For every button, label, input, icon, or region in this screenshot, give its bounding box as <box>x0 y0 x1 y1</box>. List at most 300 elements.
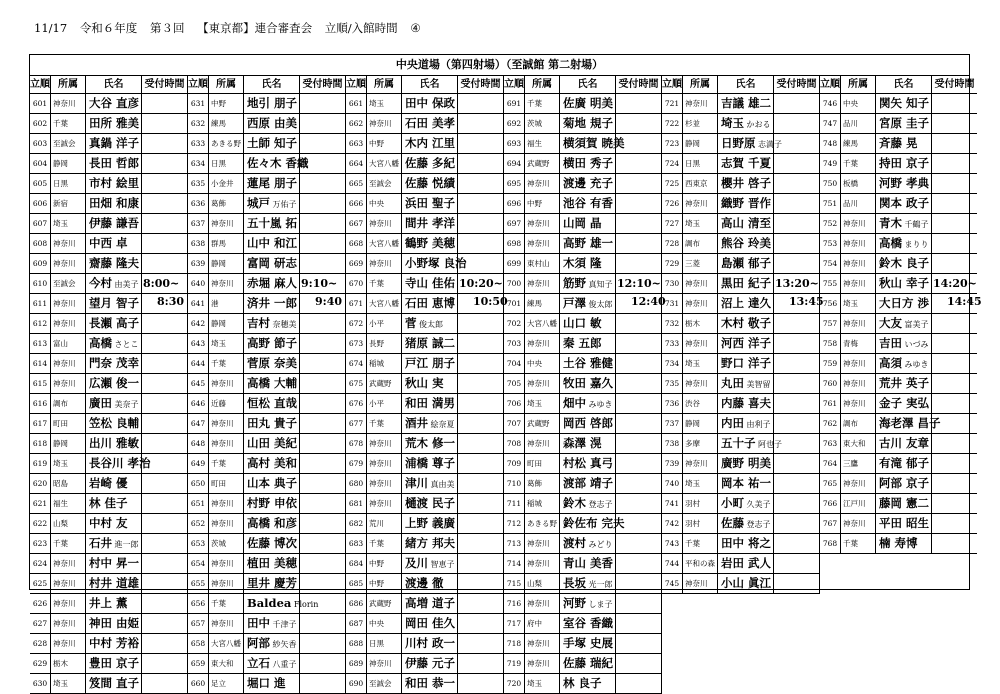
entry-number: 738 <box>662 434 683 453</box>
table-row <box>820 454 977 474</box>
entry-affiliation: 山梨 <box>51 514 86 533</box>
entry-affiliation: 神奈川 <box>51 234 86 253</box>
entry-time <box>932 434 977 453</box>
entry-affiliation: 西東京 <box>683 174 718 193</box>
entry-number: 741 <box>662 494 683 513</box>
table-row <box>504 474 661 494</box>
entry-name: 河野 しま子 <box>560 594 616 613</box>
entry-affiliation: 神奈川 <box>51 314 86 333</box>
table-row <box>662 494 819 514</box>
entry-name: 渡部 靖子 <box>560 474 616 493</box>
entry-affiliation: 埼玉 <box>51 454 86 473</box>
entry-time <box>458 654 503 673</box>
entry-affiliation: 神奈川 <box>525 594 560 613</box>
entry-affiliation: 神奈川 <box>367 214 402 233</box>
entry-number: 666 <box>346 194 367 213</box>
table-row <box>188 594 345 614</box>
entry-time <box>458 254 503 273</box>
entry-name: 横須賀 暁美 <box>560 134 616 153</box>
entry-name: 高橋 大輔 <box>244 374 300 393</box>
table-row <box>346 154 503 174</box>
table-row <box>30 214 187 234</box>
entry-time <box>616 234 661 253</box>
entry-affiliation: 中央 <box>367 614 402 633</box>
table-row <box>662 374 819 394</box>
entry-time <box>300 134 345 153</box>
entry-number: 682 <box>346 514 367 533</box>
entry-name: 樋渡 民子 <box>402 494 458 513</box>
entry-number: 668 <box>346 234 367 253</box>
entry-affiliation: 中央 <box>841 94 876 113</box>
entry-number: 625 <box>30 574 51 593</box>
entry-affiliation: 静岡 <box>51 434 86 453</box>
entry-affiliation: 神奈川 <box>51 294 86 313</box>
table-row <box>30 494 187 514</box>
entry-time <box>300 414 345 433</box>
entry-number: 761 <box>820 394 841 413</box>
entry-affiliation: 神奈川 <box>525 554 560 573</box>
entry-number: 626 <box>30 594 51 613</box>
reception-start-time: 14:20~ <box>933 277 977 290</box>
table-row <box>188 194 345 214</box>
entry-affiliation: 神奈川 <box>841 514 876 533</box>
entry-affiliation: 神奈川 <box>841 234 876 253</box>
table-row <box>30 374 187 394</box>
entry-name: 大谷 直彦 <box>86 94 142 113</box>
table-row <box>188 314 345 334</box>
entry-number: 628 <box>30 634 51 653</box>
entry-time <box>142 474 187 493</box>
entry-affiliation: 至誠会 <box>367 174 402 193</box>
entry-time <box>300 594 345 613</box>
entry-number: 659 <box>188 654 209 673</box>
entry-affiliation: 調布 <box>683 234 718 253</box>
entry-time <box>932 514 977 533</box>
entry-name: 今村 由美子 <box>86 274 142 293</box>
table-row <box>820 494 977 514</box>
entry-time <box>142 174 187 193</box>
entry-time <box>932 474 977 493</box>
table-row <box>504 134 661 154</box>
entry-affiliation: 中央 <box>367 194 402 213</box>
entry-affiliation: 埼玉 <box>683 354 718 373</box>
column-header-time: 受付時間 <box>776 79 817 90</box>
schedule-block <box>188 76 346 694</box>
entry-time <box>142 514 187 533</box>
entry-time <box>616 654 661 673</box>
entry-affiliation: 千葉 <box>841 534 876 553</box>
entry-number: 681 <box>346 494 367 513</box>
entry-name: 佐藤 博次 <box>244 534 300 553</box>
entry-affiliation: 葛飾 <box>525 474 560 493</box>
entry-number: 603 <box>30 134 51 153</box>
table-row <box>820 434 977 454</box>
entry-name: 畑中 みゆき <box>560 394 616 413</box>
entry-time <box>774 534 819 553</box>
entry-name: 高橋 さとこ <box>86 334 142 353</box>
table-row <box>346 174 503 194</box>
table-row <box>820 534 977 554</box>
header-mark: ④ <box>410 21 421 35</box>
table-row <box>188 634 345 654</box>
table-row <box>30 194 187 214</box>
entry-affiliation: 神奈川 <box>51 594 86 613</box>
entry-time <box>616 174 661 193</box>
table-row <box>662 394 819 414</box>
entry-number: 683 <box>346 534 367 553</box>
entry-time <box>458 554 503 573</box>
entry-affiliation: 練馬 <box>525 294 560 313</box>
table-row <box>346 594 503 614</box>
table-row <box>188 94 345 114</box>
entry-affiliation: 千葉 <box>525 94 560 113</box>
entry-number: 710 <box>504 474 525 493</box>
entry-name: 吉村 奈穂美 <box>244 314 300 333</box>
entry-time <box>142 434 187 453</box>
entry-number: 630 <box>30 674 51 693</box>
table-row <box>346 434 503 454</box>
entry-affiliation: 神奈川 <box>209 554 244 573</box>
entry-name: 手塚 史展 <box>560 634 616 653</box>
entry-name: 秋山 実 <box>402 374 458 393</box>
entry-time <box>932 334 977 353</box>
entry-number: 615 <box>30 374 51 393</box>
entry-affiliation: 武蔵野 <box>525 154 560 173</box>
table-row <box>504 374 661 394</box>
table-row <box>662 534 819 554</box>
table-row <box>188 334 345 354</box>
table-row <box>504 434 661 454</box>
table-row <box>820 334 977 354</box>
entry-name: 佐藤 多紀 <box>402 154 458 173</box>
table-row <box>346 214 503 234</box>
schedule-table <box>29 54 982 690</box>
entry-name: 大友 富美子 <box>876 314 932 333</box>
entry-affiliation: 至誠会 <box>367 674 402 693</box>
table-row <box>820 474 977 494</box>
entry-number: 643 <box>188 334 209 353</box>
entry-name: 門奈 茂幸 <box>86 354 142 373</box>
entry-name: 有滝 郁子 <box>876 454 932 473</box>
entry-number: 705 <box>504 374 525 393</box>
entry-name: 高須 みゆき <box>876 354 932 373</box>
entry-number: 689 <box>346 654 367 673</box>
entry-affiliation: 神奈川 <box>683 374 718 393</box>
entry-time <box>142 374 187 393</box>
table-row <box>504 514 661 534</box>
entry-affiliation: 稲城 <box>367 354 402 373</box>
entry-time <box>616 614 661 633</box>
entry-time <box>774 494 819 513</box>
entry-number: 734 <box>662 354 683 373</box>
entry-number: 747 <box>820 114 841 133</box>
entry-number: 629 <box>30 654 51 673</box>
entry-time <box>458 414 503 433</box>
entry-affiliation: あきる野 <box>525 514 560 533</box>
header-event: 【東京都】連合審査会 <box>197 21 313 35</box>
entry-affiliation: 中野 <box>367 554 402 573</box>
entry-time <box>142 214 187 233</box>
entry-name: 高橋 和彦 <box>244 514 300 533</box>
table-row <box>820 94 977 114</box>
entry-name: 牧田 嘉久 <box>560 374 616 393</box>
entry-time <box>616 94 661 113</box>
entry-name: 富岡 研志 <box>244 254 300 273</box>
entry-number: 748 <box>820 134 841 153</box>
entry-time <box>300 334 345 353</box>
entry-number: 606 <box>30 194 51 213</box>
entry-time <box>300 174 345 193</box>
entry-name: 林 良子 <box>560 674 616 693</box>
entry-name: 田中 千津子 <box>244 614 300 633</box>
entry-number: 604 <box>30 154 51 173</box>
entry-time <box>616 314 661 333</box>
header-round: 第３回 <box>149 21 185 35</box>
table-row <box>662 134 819 154</box>
entry-affiliation: 神奈川 <box>683 574 718 593</box>
entry-time <box>142 354 187 373</box>
entry-affiliation: 埼玉 <box>683 474 718 493</box>
entry-name: 戸江 朋子 <box>402 354 458 373</box>
entry-number: 745 <box>662 574 683 593</box>
entry-affiliation: 大宮八幡 <box>367 294 402 313</box>
entry-name: 木内 江里 <box>402 134 458 153</box>
entry-number: 750 <box>820 174 841 193</box>
column-header-row <box>662 76 819 94</box>
table-row <box>30 614 187 634</box>
entry-time <box>616 494 661 513</box>
entry-number: 703 <box>504 334 525 353</box>
entry-name: 岩崎 優 <box>86 474 142 493</box>
entry-affiliation: 神奈川 <box>51 354 86 373</box>
entry-time <box>458 234 503 253</box>
entry-time <box>300 314 345 333</box>
entry-time <box>458 494 503 513</box>
entry-time <box>142 334 187 353</box>
entry-name: 上野 義廣 <box>402 514 458 533</box>
entry-name: 野口 洋子 <box>718 354 774 373</box>
entry-number: 732 <box>662 314 683 333</box>
entry-time <box>458 674 503 693</box>
table-row <box>662 314 819 334</box>
entry-name: 済井 一郎 <box>244 294 300 313</box>
entry-affiliation: 神奈川 <box>841 394 876 413</box>
entry-affiliation: 練馬 <box>841 134 876 153</box>
reception-end-time: 8:30 <box>157 295 185 308</box>
table-row <box>346 614 503 634</box>
entry-name: 中西 卓 <box>86 234 142 253</box>
table-row <box>820 414 977 434</box>
entry-time <box>300 454 345 473</box>
table-row <box>346 634 503 654</box>
table-row <box>662 454 819 474</box>
entry-name: 齋藤 隆夫 <box>86 254 142 273</box>
entry-affiliation: 埼玉 <box>525 394 560 413</box>
entry-name: 市村 絵里 <box>86 174 142 193</box>
entry-time <box>774 194 819 213</box>
table-row <box>504 214 661 234</box>
table-row <box>30 94 187 114</box>
entry-time <box>458 434 503 453</box>
entry-time <box>458 574 503 593</box>
entry-number: 634 <box>188 154 209 173</box>
entry-number: 639 <box>188 254 209 273</box>
entry-name: 佐藤 悦績 <box>402 174 458 193</box>
entry-time <box>932 254 977 273</box>
entry-affiliation: 神奈川 <box>209 274 244 293</box>
table-row <box>30 554 187 574</box>
entry-time <box>774 214 819 233</box>
entry-time <box>932 214 977 233</box>
venue-title: 中央道場（第四射場）（至誠館 第二射場） <box>30 55 969 76</box>
entry-name: 渡邊 充子 <box>560 174 616 193</box>
entry-affiliation: 日黒 <box>683 154 718 173</box>
entry-affiliation: 中央 <box>525 354 560 373</box>
entry-name: 西原 由美 <box>244 114 300 133</box>
table-row <box>188 654 345 674</box>
entry-name: 山田 美紀 <box>244 434 300 453</box>
entry-affiliation: 埼玉 <box>367 94 402 113</box>
entry-number: 627 <box>30 614 51 633</box>
entry-time <box>300 114 345 133</box>
entry-number: 663 <box>346 134 367 153</box>
entry-number: 720 <box>504 674 525 693</box>
entry-number: 680 <box>346 474 367 493</box>
entry-number: 624 <box>30 554 51 573</box>
entry-affiliation: 神奈川 <box>841 354 876 373</box>
entry-number: 735 <box>662 374 683 393</box>
entry-number: 622 <box>30 514 51 533</box>
schedule-block <box>662 76 820 594</box>
table-row <box>820 214 977 234</box>
entry-affiliation: 山梨 <box>525 574 560 593</box>
entry-name: 山口 敏 <box>560 314 616 333</box>
entry-affiliation: 神奈川 <box>367 654 402 673</box>
entry-affiliation: 神奈川 <box>525 534 560 553</box>
entry-time <box>774 374 819 393</box>
entry-time <box>932 94 977 113</box>
entry-affiliation: 神奈川 <box>51 374 86 393</box>
entry-time <box>458 634 503 653</box>
entry-name: 渡邊 徹 <box>402 574 458 593</box>
entry-affiliation: 羽村 <box>683 494 718 513</box>
column-header-no: 立順 <box>504 76 525 93</box>
entry-number: 693 <box>504 134 525 153</box>
column-header-no: 立順 <box>30 76 51 93</box>
entry-affiliation: 神奈川 <box>525 434 560 453</box>
entry-time <box>774 554 819 573</box>
column-header-row <box>30 76 187 94</box>
entry-affiliation: 神奈川 <box>683 274 718 293</box>
table-row <box>346 94 503 114</box>
entry-number: 613 <box>30 334 51 353</box>
entry-affiliation: 昭島 <box>51 474 86 493</box>
entry-name: 津川 真由美 <box>402 474 458 493</box>
entry-number: 701 <box>504 294 525 313</box>
entry-name: 間井 孝洋 <box>402 214 458 233</box>
entry-affiliation: 多摩 <box>683 434 718 453</box>
entry-name: 青木 千鶴子 <box>876 214 932 233</box>
table-row <box>188 234 345 254</box>
entry-time <box>300 614 345 633</box>
entry-affiliation: 品川 <box>841 114 876 133</box>
entry-affiliation: 日黒 <box>367 634 402 653</box>
entry-number: 685 <box>346 574 367 593</box>
entry-number: 696 <box>504 194 525 213</box>
entry-affiliation: 調布 <box>841 414 876 433</box>
header-year: 令和６年度 <box>79 21 138 35</box>
entry-time <box>458 114 503 133</box>
column-header-row <box>188 76 345 94</box>
table-row <box>346 114 503 134</box>
entry-number: 635 <box>188 174 209 193</box>
table-row <box>504 614 661 634</box>
entry-affiliation: 神奈川 <box>525 334 560 353</box>
table-row <box>504 494 661 514</box>
table-row <box>30 534 187 554</box>
entry-number: 742 <box>662 514 683 533</box>
entry-name: 高山 清至 <box>718 214 774 233</box>
header-kind: 立順/入館時間 <box>324 21 398 35</box>
entry-time <box>932 494 977 513</box>
entry-number: 765 <box>820 474 841 493</box>
schedule-block <box>820 76 977 554</box>
entry-number: 728 <box>662 234 683 253</box>
entry-time <box>300 674 345 693</box>
entry-name: 中村 友 <box>86 514 142 533</box>
entry-affiliation: 中野 <box>367 574 402 593</box>
entry-time <box>932 394 977 413</box>
entry-name: 吉議 雄二 <box>718 94 774 113</box>
entry-number: 686 <box>346 594 367 613</box>
entry-time <box>300 474 345 493</box>
table-row <box>504 314 661 334</box>
entry-affiliation: 神奈川 <box>209 214 244 233</box>
table-row <box>188 214 345 234</box>
entry-time <box>300 374 345 393</box>
entry-affiliation: 神奈川 <box>209 574 244 593</box>
entry-number: 737 <box>662 414 683 433</box>
entry-name: 岩田 武人 <box>718 554 774 573</box>
entry-affiliation: 板橋 <box>841 174 876 193</box>
entry-affiliation: 神奈川 <box>683 294 718 313</box>
entry-name: 地引 朋子 <box>244 94 300 113</box>
entry-number: 614 <box>30 354 51 373</box>
entry-number: 655 <box>188 574 209 593</box>
entry-time <box>932 194 977 213</box>
entry-name: 鶴野 美穂 <box>402 234 458 253</box>
table-row <box>30 394 187 414</box>
entry-time <box>300 514 345 533</box>
entry-time <box>300 494 345 513</box>
entry-name: 立石 八重子 <box>244 654 300 673</box>
entry-number: 733 <box>662 334 683 353</box>
entry-time <box>774 254 819 273</box>
entry-number: 753 <box>820 234 841 253</box>
entry-number: 605 <box>30 174 51 193</box>
entry-number: 658 <box>188 634 209 653</box>
entry-number: 740 <box>662 474 683 493</box>
column-header-name: 氏名 <box>86 76 142 93</box>
table-row <box>662 354 819 374</box>
entry-affiliation: 神奈川 <box>51 634 86 653</box>
entry-number: 610 <box>30 274 51 293</box>
entry-name: 戸澤 俊太郎 <box>560 294 616 313</box>
entry-affiliation: 練馬 <box>209 114 244 133</box>
entry-name: 岡田 佳久 <box>402 614 458 633</box>
entry-time <box>142 394 187 413</box>
entry-name: 持田 京子 <box>876 154 932 173</box>
